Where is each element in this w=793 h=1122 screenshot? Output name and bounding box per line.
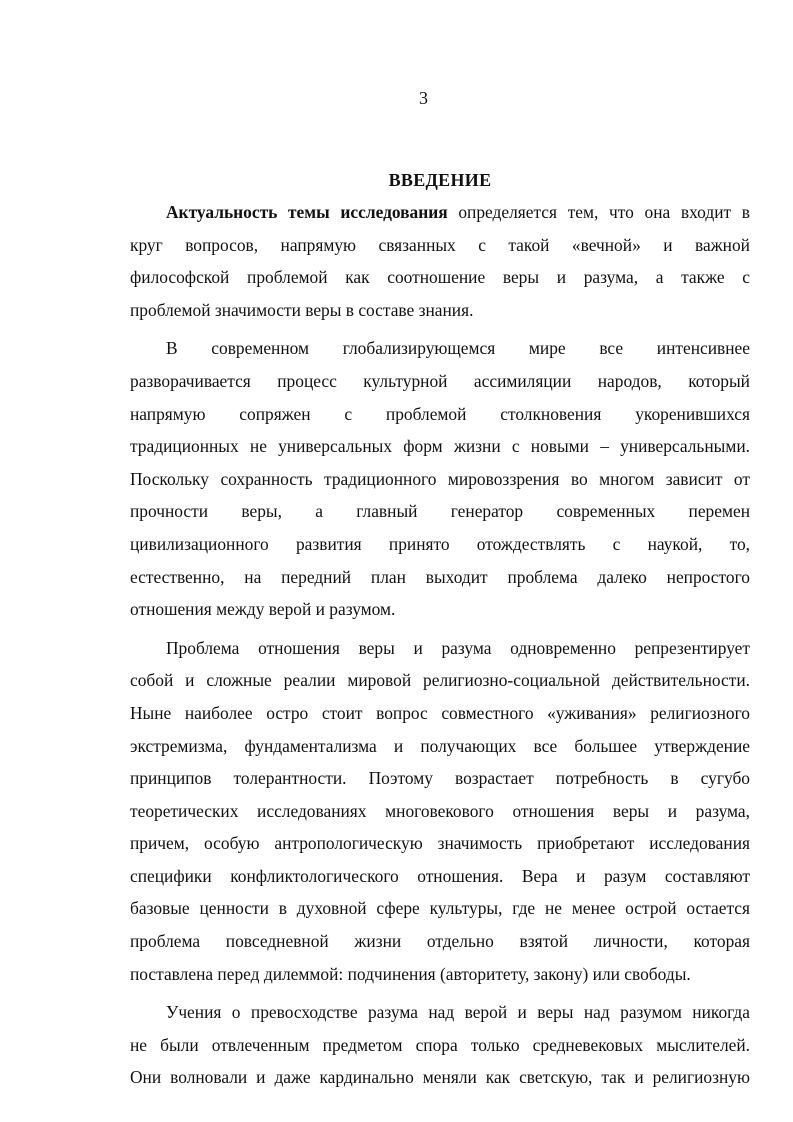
- page-number: 3: [419, 88, 428, 108]
- paragraph-teachings: [130, 996, 750, 1094]
- text-line: Они волновали и даже кардинально меняли как светскую, так и религиозную: [130, 1067, 750, 1088]
- paragraph-relevance: [130, 196, 750, 326]
- text-line: причем, особую антропологическую значимость приобретают исследования: [130, 833, 750, 854]
- text-line: прочности веры, а главный генератор современных перемен: [130, 501, 750, 522]
- text-line: Учения о превосходстве разума над верой и веры над разумом никогда: [166, 1002, 750, 1023]
- section-heading: ВВЕДЕНИЕ: [388, 170, 492, 190]
- text-line: проблема повседневной жизни отдельно взятой личности, которая: [130, 931, 750, 952]
- paragraph-faith-reason-problem: [130, 632, 750, 991]
- text-line: принципов толерантности. Поэтому возрастает потребность в сугубо: [130, 768, 750, 789]
- text-line: Ныне наиболее остро стоит вопрос совместного «уживания» религиозного: [130, 702, 750, 723]
- text-line: теоретических исследованиях многовекового отношения веры и разума,: [130, 800, 750, 821]
- text-line: специфики конфликтологического отношения. Вера и разум составляют: [130, 865, 750, 886]
- text-line: поставлена перед дилеммой: подчинения (авторитету, закону) или свободы.: [130, 963, 691, 984]
- text-line: Проблема отношения веры и разума одновременно репрезентирует: [166, 637, 750, 658]
- text-line: [130, 196, 750, 229]
- text-line: напрямую сопряжен с проблемой столкновения укоренившихся: [130, 403, 750, 424]
- text-line: не были отвлеченным предметом спора только средневековых мыслителей.: [130, 1034, 750, 1055]
- text-line: собой и сложные реалии мировой религиозно-социальной действительности.: [130, 670, 750, 691]
- text-line: базовые ценности в духовной сфере культуры, где не менее острой остается: [130, 898, 750, 919]
- text-line: экстремизма, фундаментализма и получающих все большее утверждение: [130, 735, 750, 756]
- text-line: естественно, на передний план выходит проблема далеко непростого: [130, 566, 750, 587]
- text-line: разворачивается процесс культурной ассимиляции народов, который: [130, 370, 750, 391]
- text-line: круг вопросов, напрямую связанных с такой «вечной» и важной: [130, 234, 750, 255]
- text-line: проблемой значимости веры в составе знания.: [130, 299, 474, 320]
- text-line: В современном глобализирующемся мире все интенсивнее: [166, 338, 750, 359]
- bold-lead-phrase: Актуальность темы исследования: [166, 202, 448, 222]
- body-text: [130, 196, 750, 1094]
- text-line: отношения между верой и разумом.: [130, 599, 396, 620]
- paragraph-globalization: [130, 332, 750, 625]
- text-line: Поскольку сохранность традиционного мировоззрения во многом зависит от: [130, 468, 750, 489]
- text-line: цивилизационного развития принято отождествлять с наукой, то,: [130, 533, 750, 554]
- line-text: определяется тем, что она входит в: [447, 202, 751, 222]
- text-line: традиционных не универсальных форм жизни с новыми – универсальными.: [130, 436, 750, 457]
- text-line: философской проблемой как соотношение веры и разума, а также с: [130, 267, 750, 288]
